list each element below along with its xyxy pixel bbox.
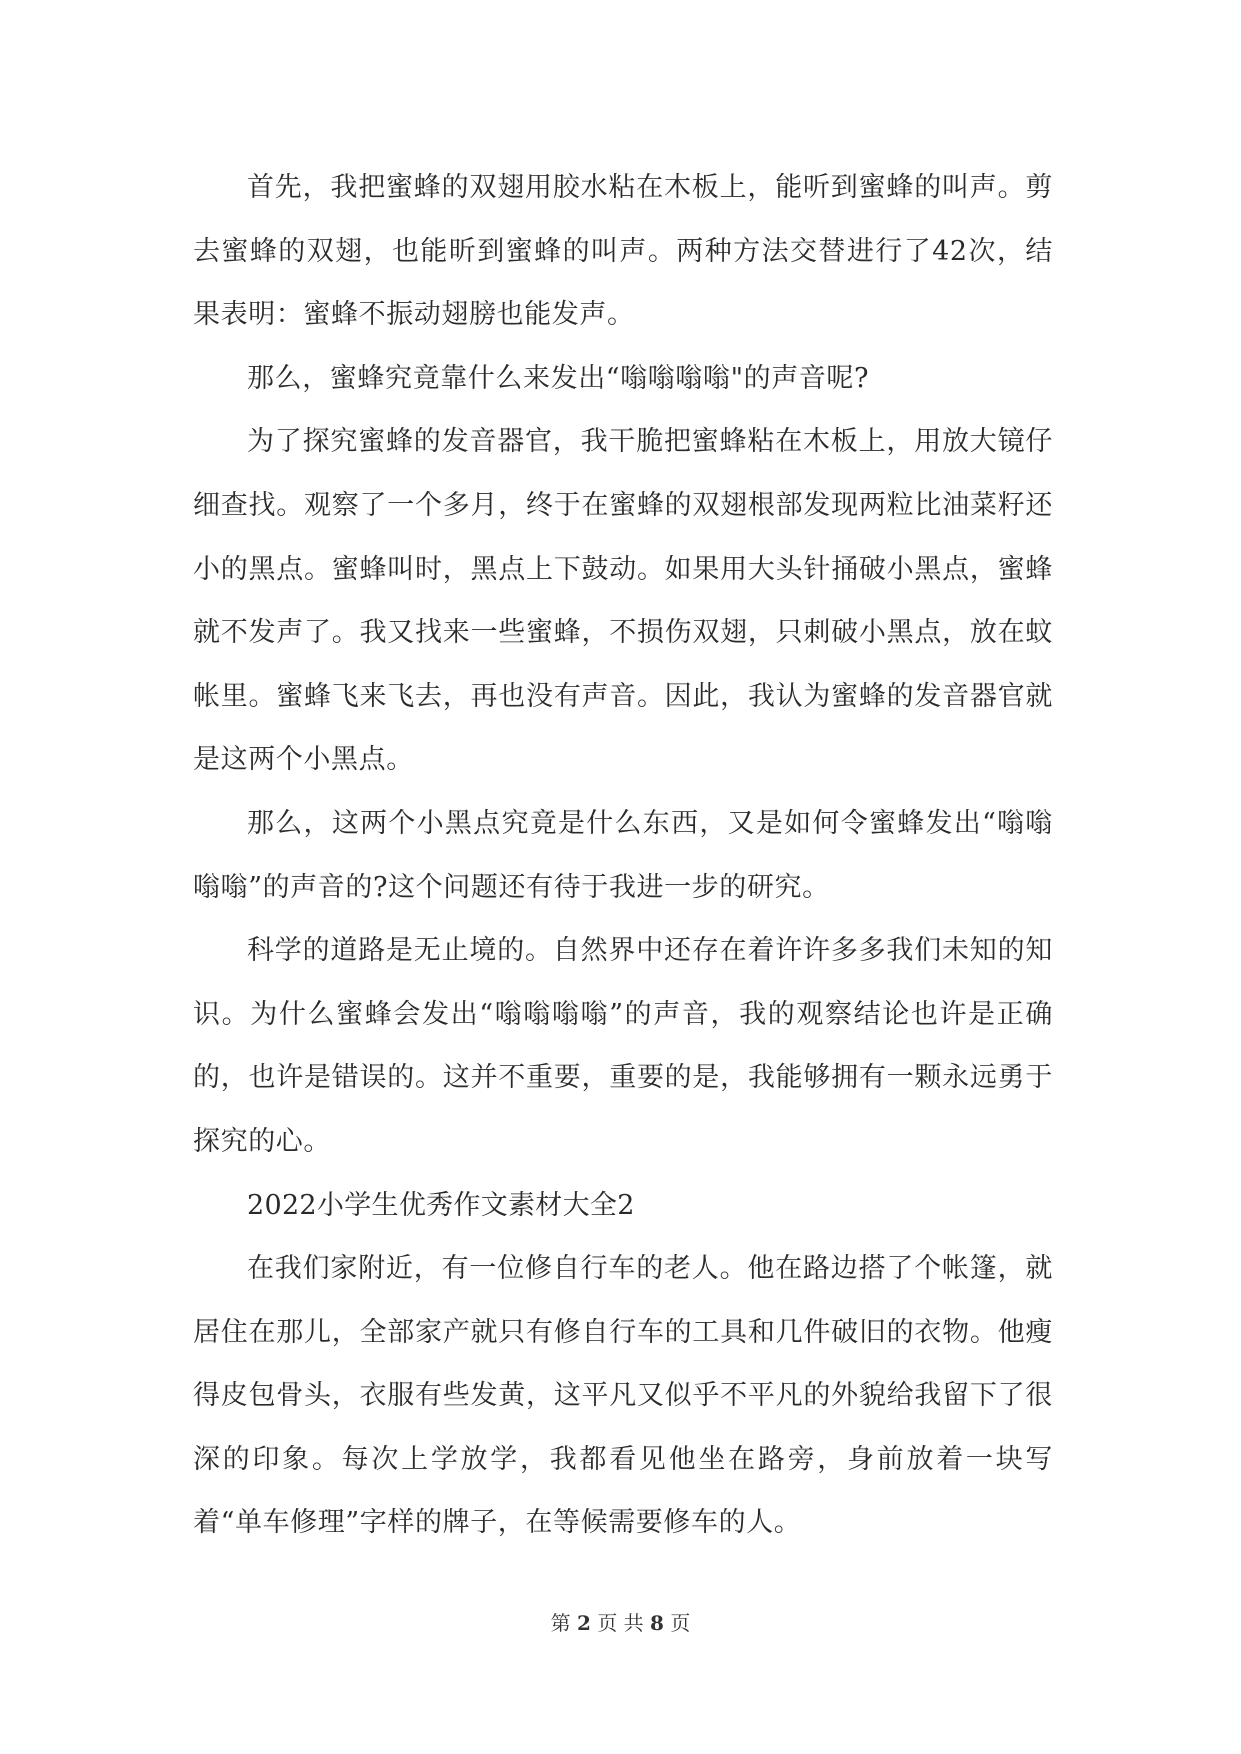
footer-middle: 页 共 bbox=[597, 1611, 644, 1635]
footer-suffix: 页 bbox=[670, 1611, 691, 1635]
paragraph: 在我们家附近，有一位修自行车的老人。他在路边搭了个帐篷，就居住在那儿，全部家产就只有修自行车的工具和几件破旧的衣物。他瘦得皮包骨头，衣服有些发黄，这平凡又似乎不平凡的外貌给我留下了很深的印象。每次上学放学，我都看见他坐在路旁，身前放着一块写着“单车修理”字样的牌子，在等候需要修车的人。 bbox=[193, 1253, 1053, 1539]
paragraph: 为了探究蜜蜂的发音器官，我干脆把蜜蜂粘在木板上，用放大镜仔细查找。观察了一个多月，终于在蜜蜂的双翅根部发现两粒比油菜籽还小的黑点。蜜蜂叫时，黑点上下鼓动。如果用大头针捅破小黑点，蜜蜂就不发声了。我又找来一些蜜蜂，不损伤双翅，只刺破小黑点，放在蚊帐里。蜜蜂飞来飞去，再也没有声音。因此，我认为蜜蜂的发音器官就是这两个小黑点。 bbox=[193, 426, 1053, 776]
document-body bbox=[193, 156, 1053, 1555]
paragraph: 那么，蜜蜂究竟靠什么来发出“嗡嗡嗡嗡"的声音呢? bbox=[247, 362, 870, 394]
paragraph: 科学的道路是无止境的。自然界中还存在着许许多多我们未知的知识。为什么蜜蜂会发出“嗡嗡嗡嗡”的声音，我的观察结论也许是正确的，也许是错误的。这并不重要，重要的是，我能够拥有一颗永远勇于探究的心。 bbox=[193, 935, 1053, 1157]
paragraph: 首先，我把蜜蜂的双翅用胶水粘在木板上，能听到蜜蜂的叫声。剪去蜜蜂的双翅，也能昕到蜜蜂的叫声。两种方法交替进行了42次，结果表明：蜜蜂不振动翅膀也能发声。 bbox=[193, 172, 1053, 331]
footer-prefix: 第 bbox=[550, 1611, 571, 1635]
paragraph: 那么，这两个小黑点究竟是什么东西，又是如何令蜜蜂发出“嗡嗡嗡嗡”的声音的?这个问题还有待于我进一步的研究。 bbox=[193, 807, 1053, 903]
page-footer bbox=[0, 1607, 1241, 1636]
total-pages-number: 8 bbox=[650, 1611, 664, 1635]
current-page-number: 2 bbox=[577, 1611, 591, 1635]
section-title: 2022小学生优秀作文素材大全2 bbox=[247, 1189, 635, 1221]
